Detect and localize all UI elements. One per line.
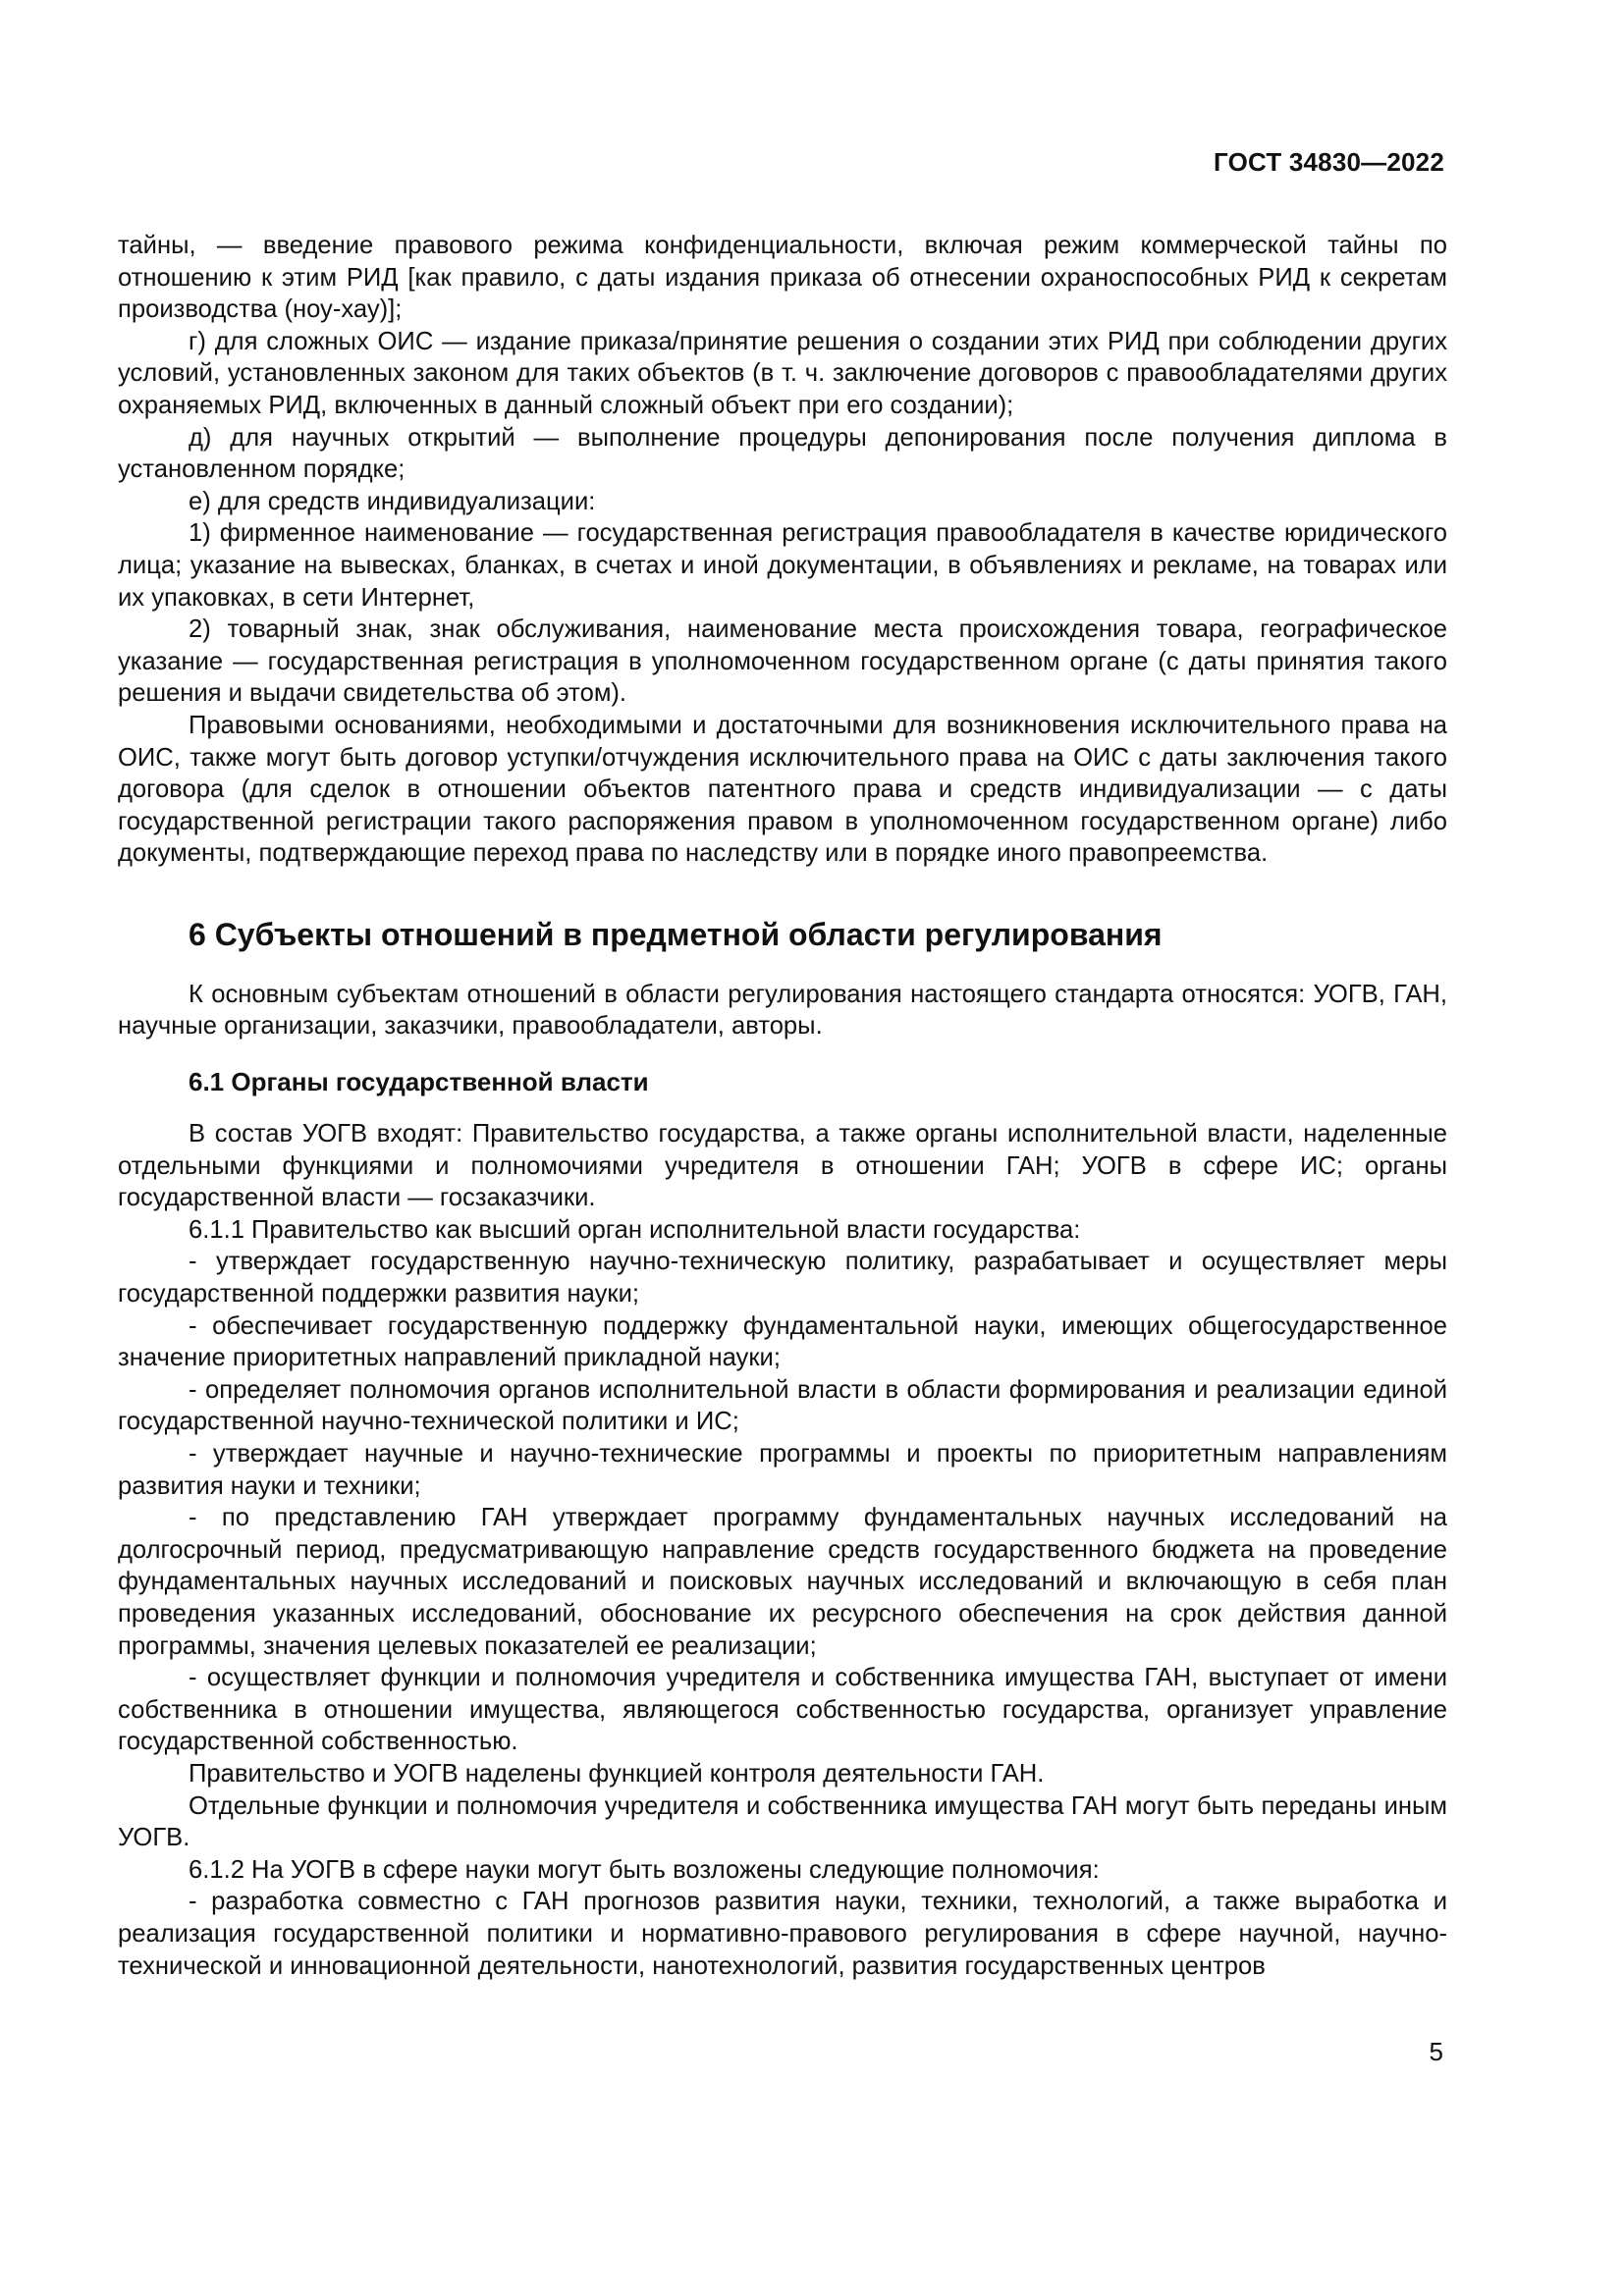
- paragraph: - разработка совместно с ГАН прогнозов развития науки, техники, технологий, а также выработка и реализация государственной политики и нормативно-правового регулирования в сфере научной, научно-технической и инновационной деятельности, нанотехнологий, развития государственных центров: [118, 1888, 1447, 1980]
- paragraph: 2) товарный знак, знак обслуживания, наименование места происхождения товара, географическое указание — государственная регистрация в уполномоченном государственном органе (с даты принятия такого решения и выдачи свидетельства об этом).: [118, 615, 1447, 708]
- paragraph: - утверждает государственную научно-техническую политику, разрабатывает и осуществляет меры государственной поддержки развития науки;: [118, 1248, 1447, 1308]
- paragraph: Отдельные функции и полномочия учредителя и собственника имущества ГАН могут быть переданы иным УОГВ.: [118, 1791, 1447, 1852]
- paragraph: 6.1.2 На УОГВ в сфере науки могут быть возложены следующие полномочия:: [189, 1855, 1100, 1884]
- paragraph: - обеспечивает государственную поддержку фундаментальной науки, имеющих общегосударственное значение приоритетных направлений прикладной науки;: [118, 1311, 1447, 1372]
- paragraph: 6.1.1 Правительство как высший орган исполнительной власти государства:: [189, 1215, 1081, 1244]
- document-header-id: ГОСТ 34830—2022: [1214, 147, 1444, 177]
- paragraph: К основным субъектам отношений в области регулирования настоящего стандарта относятся: УОГВ, ГАН, научные организации, заказчики, правообладатели, авторы.: [118, 980, 1447, 1041]
- paragraph: В состав УОГВ входят: Правительство государства, а также органы исполнительной власти, наделенные отдельными функциями и полномочиями учредителя в отношении ГАН; УОГВ в сфере ИС; органы государственной власти — госзаказчики.: [118, 1120, 1447, 1212]
- document-body: [118, 230, 1447, 1982]
- paragraph: д) для научных открытий — выполнение процедуры депонирования после получения диплома в установленном порядке;: [118, 423, 1447, 484]
- paragraph: - по представлению ГАН утверждает программу фундаментальных научных исследований на долгосрочный период, предусматривающую направление средств государственного бюджета на проведение фундаментальных научных исследований и поисковых научных исследований и включающую в себя план проведения указанных исследований, обоснование их ресурсного обеспечения на срок действия данной программы, значения целевых показателей ее реализации;: [118, 1504, 1447, 1660]
- paragraph: тайны, — введение правового режима конфиденциальности, включая режим коммерческой тайны по отношению к этим РИД [как правило, с даты издания приказа об отнесении охраноспособных РИД к секретам производства (ноу-хау)];: [118, 232, 1447, 324]
- paragraph: г) для сложных ОИС — издание приказа/принятие решения о создании этих РИД при соблюдении других условий, установленных законом для таких объектов (в т. ч. заключение договоров с правообладателями других охраняемых РИД, включенных в данный сложный объект при его создании);: [118, 327, 1447, 419]
- subsection-heading: 6.1 Органы государственной власти: [189, 1067, 649, 1097]
- section-heading: 6 Субъекты отношений в предметной области регулирования: [189, 916, 1163, 952]
- paragraph: - осуществляет функции и полномочия учредителя и собственника имущества ГАН, выступает от имени собственника в отношении имущества, являющегося собственностью государства, организует управление государственной собственностью.: [118, 1664, 1447, 1756]
- paragraph: 1) фирменное наименование — государственная регистрация правообладателя в качестве юридического лица; указание на вывесках, бланках, в счетах и иной документации, в объявлениях и рекламе, на товарах или их упаковках, в сети Интернет,: [118, 519, 1447, 612]
- paragraph: Правовыми основаниями, необходимыми и достаточными для возникновения исключительного права на ОИС, также могут быть договор уступки/отчуждения исключительного права на ОИС с даты заключения такого договора (для сделок в отношении объектов патентного права и средств индивидуализации — с даты государственной регистрации такого распоряжения правом в уполномоченном государственном органе) либо документы, подтверждающие переход права по наследству или в порядке иного правопреемства.: [118, 711, 1447, 868]
- paragraph: - определяет полномочия органов исполнительной власти в области формирования и реализации единой государственной научно-технической политики и ИС;: [118, 1375, 1447, 1436]
- paragraph: е) для средств индивидуализации:: [189, 487, 596, 515]
- page-number: 5: [1429, 2037, 1443, 2066]
- paragraph: Правительство и УОГВ наделены функцией контроля деятельности ГАН.: [189, 1759, 1045, 1788]
- paragraph: - утверждает научные и научно-технические программы и проекты по приоритетным направлениям развития науки и техники;: [118, 1440, 1447, 1500]
